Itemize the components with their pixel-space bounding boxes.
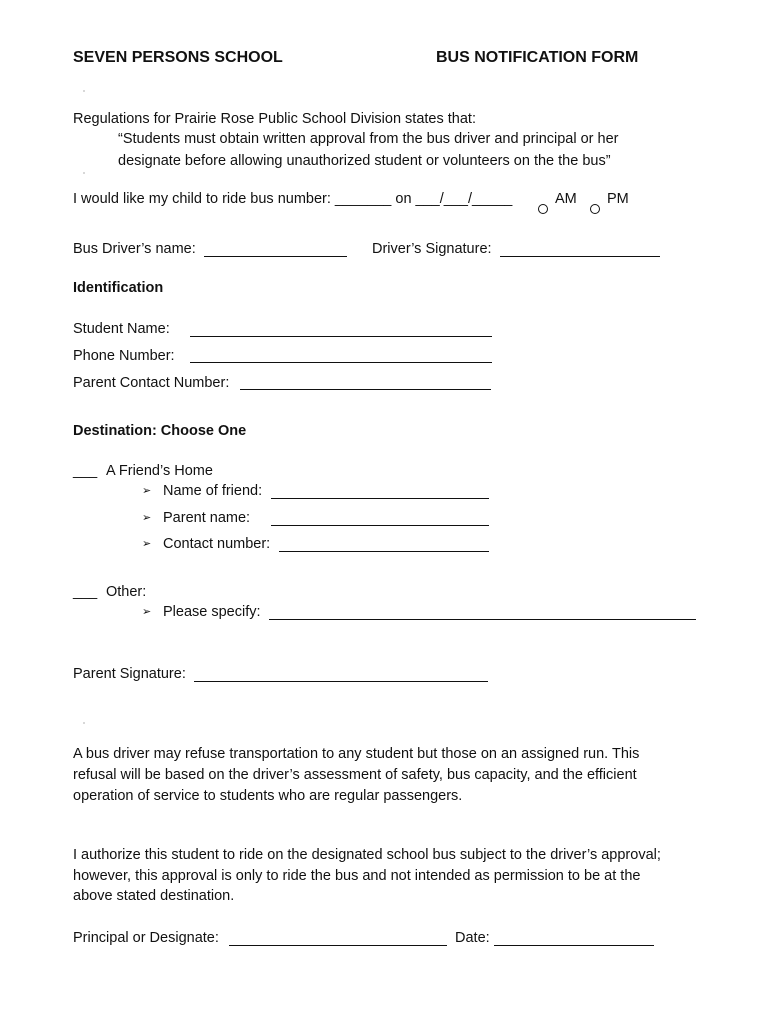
faint-mark [83,172,85,174]
regulation-intro: Regulations for Prairie Rose Public School Division states that: [73,111,476,127]
form-title: BUS NOTIFICATION FORM [436,49,639,66]
driver-name-field[interactable] [204,256,347,257]
bullet-icon: ➢ [142,606,152,618]
ride-request-text: I would like my child to ride bus number: _______ on ___/___/_____ [73,191,513,207]
contact-number-label: Contact number: [163,536,271,552]
pm-label: PM [607,191,629,207]
faint-mark [83,722,85,724]
driver-signature-label: Driver’s Signature: [372,241,492,257]
friend-name-label: Name of friend: [163,483,263,499]
student-name-field[interactable] [190,336,492,337]
friend-name-field[interactable] [271,498,489,499]
regulation-quote-line-1: “Students must obtain written approval from the bus driver and principal or her [118,131,619,147]
bullet-icon: ➢ [142,512,152,524]
faint-mark [83,90,85,92]
please-specify-field[interactable] [269,619,696,620]
parent-signature-field[interactable] [194,681,488,682]
school-name: SEVEN PERSONS SCHOOL [73,49,283,66]
am-label: AM [555,191,577,207]
bullet-icon: ➢ [142,485,152,497]
please-specify-label: Please specify: [163,604,261,620]
identification-heading: Identification [73,280,164,296]
phone-number-field[interactable] [190,362,492,363]
phone-number-label: Phone Number: [73,348,175,364]
refusal-line-1: A bus driver may refuse transportation to any student but those on an assigned run. This [73,746,640,762]
refusal-line-3: operation of service to students who are regular passengers. [73,788,463,804]
principal-label: Principal or Designate: [73,930,219,946]
other-label: Other: [106,584,147,600]
parent-contact-field[interactable] [240,389,491,390]
friend-home-label: A Friend’s Home [106,463,213,479]
other-checkbox-blank[interactable]: ___ [73,584,98,600]
parent-contact-label: Parent Contact Number: [73,375,230,391]
bullet-icon: ➢ [142,538,152,550]
authorization-line-1: I authorize this student to ride on the designated school bus subject to the driver’s approval; [73,847,661,863]
parent-signature-label: Parent Signature: [73,666,186,682]
contact-number-field[interactable] [279,551,489,552]
authorization-line-3: above stated destination. [73,888,235,904]
parent-name-field[interactable] [271,525,489,526]
driver-signature-field[interactable] [500,256,660,257]
date-label: Date: [455,930,490,946]
regulation-quote-line-2: designate before allowing unauthorized student or volunteers on the the bus” [118,153,611,169]
am-radio[interactable] [538,204,548,214]
parent-name-label: Parent name: [163,510,251,526]
authorization-line-2: however, this approval is only to ride the bus and not intended as permission to be at the [73,868,641,884]
destination-heading: Destination: Choose One [73,423,247,439]
pm-radio[interactable] [590,204,600,214]
refusal-line-2: refusal will be based on the driver’s assessment of safety, bus capacity, and the efficient [73,767,637,783]
principal-signature-field[interactable] [229,945,447,946]
date-field[interactable] [494,945,654,946]
friend-home-checkbox-blank[interactable]: ___ [73,463,98,479]
student-name-label: Student Name: [73,321,170,337]
driver-name-label: Bus Driver’s name: [73,241,196,257]
